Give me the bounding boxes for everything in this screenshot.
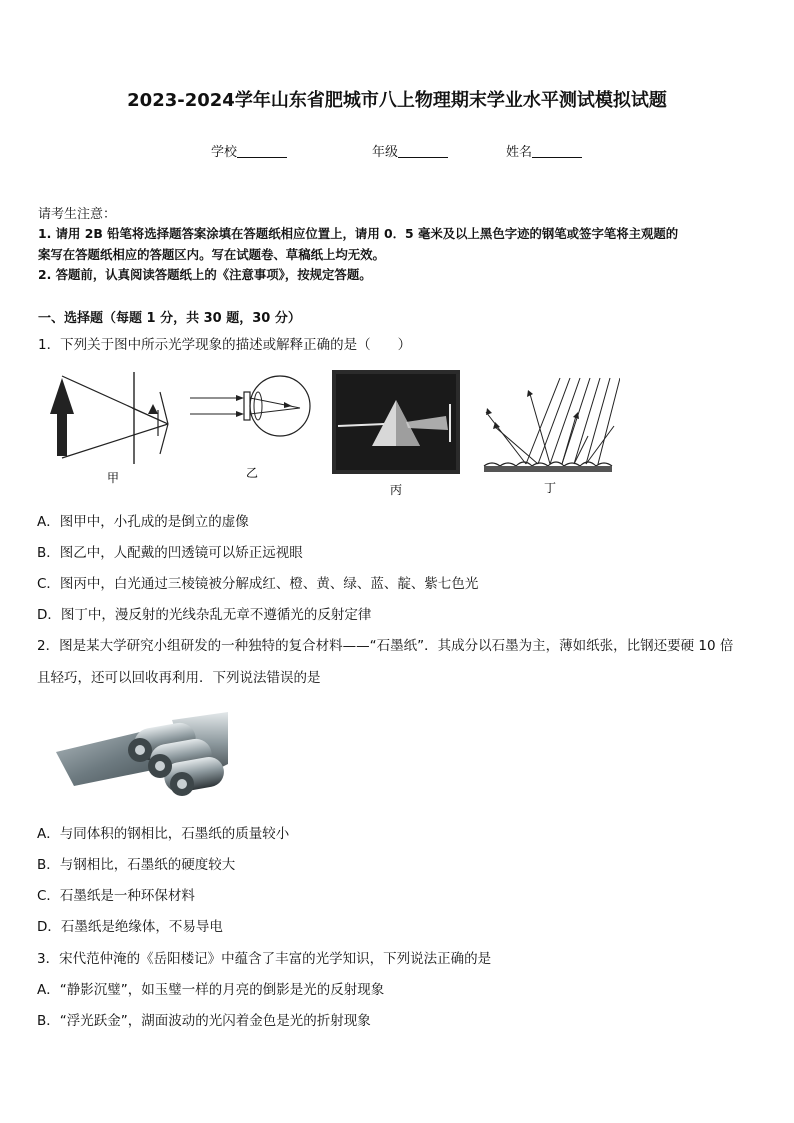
name-label: 姓名 [506,145,533,160]
graphite-paper-image [52,712,232,802]
q1-option-c[interactable]: C．图丙中，白光通过三棱镜被分解成红、橙、黄、绿、蓝、靛、紫七色光 [37,576,479,592]
q3-option-b[interactable]: B．“浮光跃金”，湖面波动的光闪着金色是光的折射现象 [37,1013,371,1029]
school-blank[interactable] [237,144,287,158]
q2-option-d[interactable]: D．石墨纸是绝缘体，不易导电 [37,919,223,935]
q2-option-a[interactable]: A．与同体积的钢相比，石墨纸的质量较小 [37,826,290,842]
school-field [211,141,287,160]
name-field [506,141,582,160]
name-blank[interactable] [532,144,582,158]
q2-option-b[interactable]: B．与钢相比，石墨纸的硬度较大 [37,857,236,873]
figure-label-bing: 丙 [390,483,403,497]
q2-stem-line1: 2．图是某大学研究小组研发的一种独特的复合材料——“石墨纸”．其成分以石墨为主，薄如纸张，比钢还要硬 10 倍 [37,638,734,654]
q2-option-c[interactable]: C．石墨纸是一种环保材料 [37,888,195,904]
grade-field [372,141,448,160]
q2-stem-line2: 且轻巧，还可以回收再利用．下列说法错误的是 [37,670,321,686]
figure-label-yi: 乙 [246,466,259,480]
notice-heading: 请考生注意： [38,207,117,222]
q1-option-d[interactable]: D．图丁中，漫反射的光线杂乱无章不遵循光的反射定律 [37,607,372,623]
figure-ding-diffuse [484,378,620,472]
grade-label: 年级 [372,145,399,160]
figure-jia-pinhole [50,372,168,464]
figure-bing-prism [332,370,460,474]
grade-blank[interactable] [398,144,448,158]
q3-stem: 3．宋代范仲淹的《岳阳楼记》中蕴含了丰富的光学知识，下列说法正确的是 [37,951,492,967]
school-label: 学校 [211,145,238,160]
page-title: 2023-2024学年山东省肥城市八上物理期末学业水平测试模拟试题 [127,90,667,111]
figure-label-ding: 丁 [544,481,557,495]
notice-item1-line2: 案写在答题纸相应的答题区内。写在试题卷、草稿纸上均无效。 [38,247,385,262]
q1-option-a[interactable]: A．图甲中，小孔成的是倒立的虚像 [37,514,249,530]
notice-item2: 2. 答题前，认真阅读答题纸上的《注意事项》，按规定答题。 [38,267,372,282]
q1-stem: 1．下列关于图中所示光学现象的描述或解释正确的是（ ） [38,337,412,353]
q1-option-b[interactable]: B．图乙中，人配戴的凹透镜可以矫正远视眼 [37,545,303,561]
figure-label-jia: 甲 [107,471,120,485]
section-heading: 一、选择题（每题 1 分，共 30 题，30 分） [38,311,301,326]
q1-figures [40,364,620,500]
notice-item1-line1: 1. 请用 2B 铅笔将选择题答案涂填在答题纸相应位置上，请用 0．5 毫米及以上黑色字迹的钢笔或签字笔将主观题的 [38,226,679,241]
q3-option-a[interactable]: A．“静影沉璧”，如玉璧一样的月亮的倒影是光的反射现象 [37,982,385,998]
figure-yi-eye-lens [190,376,310,436]
